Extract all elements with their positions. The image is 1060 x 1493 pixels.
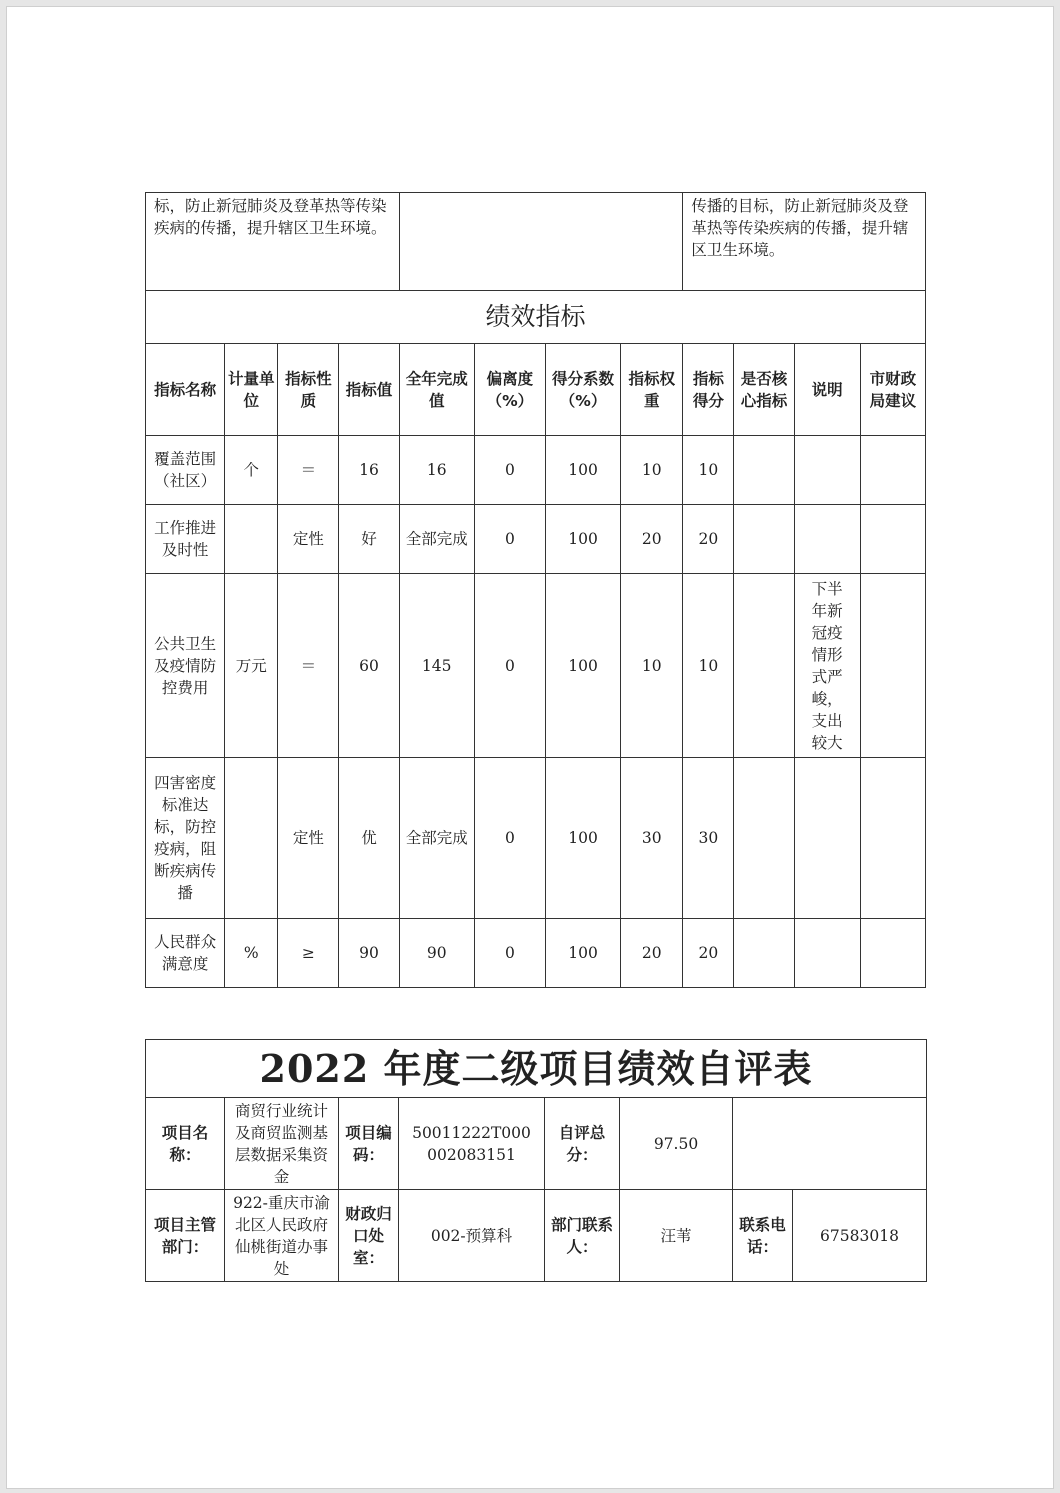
score-coef-cell: 100 bbox=[545, 574, 620, 758]
actual-value-cell: 90 bbox=[399, 919, 474, 988]
score-coef-cell: 100 bbox=[545, 505, 620, 574]
weight-cell: 10 bbox=[621, 574, 683, 758]
deviation-cell: 0 bbox=[474, 574, 545, 758]
target-value-cell: 优 bbox=[339, 758, 399, 919]
deviation-cell: 0 bbox=[474, 919, 545, 988]
actual-value-cell: 全部完成 bbox=[399, 505, 474, 574]
deviation-cell: 0 bbox=[474, 505, 545, 574]
finance-advice-cell bbox=[860, 919, 925, 988]
note-cell bbox=[794, 436, 860, 505]
contact-value: 汪苇 bbox=[620, 1190, 733, 1282]
header-cell: 指标值 bbox=[339, 344, 399, 436]
indicator-name-cell: 工作推进及时性 bbox=[146, 505, 225, 574]
actual-value-cell: 145 bbox=[399, 574, 474, 758]
total-score-value: 97.50 bbox=[620, 1098, 733, 1190]
indicator-name-cell: 公共卫生及疫情防控费用 bbox=[146, 574, 225, 758]
target-value-cell: 90 bbox=[339, 919, 399, 988]
project-code-label: 项目编码： bbox=[339, 1098, 399, 1190]
header-cell: 计量单位 bbox=[225, 344, 278, 436]
core-indicator-cell bbox=[734, 919, 794, 988]
unit-cell bbox=[225, 758, 278, 919]
weight-cell: 10 bbox=[621, 436, 683, 505]
deviation-cell: 0 bbox=[474, 758, 545, 919]
project-code-value: 50011222T000002083151 bbox=[399, 1098, 545, 1190]
table-row bbox=[146, 436, 926, 505]
contact-label: 部门联系人： bbox=[545, 1190, 620, 1282]
finance-advice-cell bbox=[860, 574, 925, 758]
header-cell: 市财政局建议 bbox=[860, 344, 925, 436]
nature-cell: ≥ bbox=[278, 919, 339, 988]
objective-row bbox=[146, 193, 926, 291]
score-cell: 30 bbox=[683, 758, 734, 919]
score-cell: 10 bbox=[683, 574, 734, 758]
note-cell bbox=[794, 758, 860, 919]
finance-office-value: 002-预算科 bbox=[399, 1190, 545, 1282]
target-value-cell: 好 bbox=[339, 505, 399, 574]
nature-cell: 定性 bbox=[278, 758, 339, 919]
performance-table bbox=[145, 192, 926, 988]
unit-cell: 个 bbox=[225, 436, 278, 505]
note-cell: 下半年新冠疫情形式严峻，支出较大 bbox=[794, 574, 860, 758]
finance-advice-cell bbox=[860, 505, 925, 574]
project-info-row bbox=[146, 1098, 927, 1190]
header-cell: 说明 bbox=[794, 344, 860, 436]
objective-middle-cell bbox=[399, 193, 683, 291]
unit-cell bbox=[225, 505, 278, 574]
core-indicator-cell bbox=[734, 758, 794, 919]
self-eval-title: 2022 年度二级项目绩效自评表 bbox=[146, 1040, 927, 1098]
table-row bbox=[146, 919, 926, 988]
table-row bbox=[146, 758, 926, 919]
note-cell bbox=[794, 505, 860, 574]
dept-value: 922-重庆市渝北区人民政府仙桃街道办事处 bbox=[225, 1190, 339, 1282]
self-evaluation-table bbox=[145, 1039, 927, 1282]
project-name-value: 商贸行业统计及商贸监测基层数据采集资金 bbox=[225, 1098, 339, 1190]
objective-left-cell: 标，防止新冠肺炎及登革热等传染疾病的传播，提升辖区卫生环境。 bbox=[146, 193, 400, 291]
department-info-row bbox=[146, 1190, 927, 1282]
header-cell: 是否核心指标 bbox=[734, 344, 794, 436]
header-cell: 全年完成值 bbox=[399, 344, 474, 436]
core-indicator-cell bbox=[734, 505, 794, 574]
weight-cell: 20 bbox=[621, 919, 683, 988]
actual-value-cell: 全部完成 bbox=[399, 758, 474, 919]
weight-cell: 20 bbox=[621, 505, 683, 574]
table-row bbox=[146, 574, 926, 758]
deviation-cell: 0 bbox=[474, 436, 545, 505]
core-indicator-cell bbox=[734, 574, 794, 758]
section-title: 绩效指标 bbox=[146, 291, 926, 344]
dept-label: 项目主管部门： bbox=[146, 1190, 225, 1282]
target-value-cell: 16 bbox=[339, 436, 399, 505]
core-indicator-cell bbox=[734, 436, 794, 505]
project-name-label: 项目名称： bbox=[146, 1098, 225, 1190]
score-coef-cell: 100 bbox=[545, 758, 620, 919]
indicator-name-cell: 四害密度标准达标，防控疫病，阻断疾病传播 bbox=[146, 758, 225, 919]
table-row bbox=[146, 505, 926, 574]
finance-advice-cell bbox=[860, 758, 925, 919]
indicator-name-cell: 覆盖范围（社区） bbox=[146, 436, 225, 505]
total-score-label: 自评总分： bbox=[545, 1098, 620, 1190]
objective-right-cell: 传播的目标，防止新冠肺炎及登革热等传染疾病的传播，提升辖区卫生环境。 bbox=[683, 193, 926, 291]
note-cell bbox=[794, 919, 860, 988]
score-coef-cell: 100 bbox=[545, 919, 620, 988]
phone-value: 67583018 bbox=[793, 1190, 927, 1282]
header-cell: 偏离度（%） bbox=[474, 344, 545, 436]
nature-cell: 定性 bbox=[278, 505, 339, 574]
score-cell: 20 bbox=[683, 919, 734, 988]
header-row bbox=[146, 344, 926, 436]
unit-cell: % bbox=[225, 919, 278, 988]
target-value-cell: 60 bbox=[339, 574, 399, 758]
nature-cell: ＝ bbox=[278, 436, 339, 505]
phone-label: 联系电话： bbox=[733, 1190, 793, 1282]
header-cell: 得分系数（%） bbox=[545, 344, 620, 436]
score-cell: 10 bbox=[683, 436, 734, 505]
score-cell: 20 bbox=[683, 505, 734, 574]
header-cell: 指标权重 bbox=[621, 344, 683, 436]
nature-cell: ＝ bbox=[278, 574, 339, 758]
empty-cell bbox=[733, 1098, 927, 1190]
document-page bbox=[6, 6, 1054, 1489]
header-cell: 指标名称 bbox=[146, 344, 225, 436]
weight-cell: 30 bbox=[621, 758, 683, 919]
score-coef-cell: 100 bbox=[545, 436, 620, 505]
actual-value-cell: 16 bbox=[399, 436, 474, 505]
header-cell: 指标得分 bbox=[683, 344, 734, 436]
finance-office-label: 财政归口处室： bbox=[339, 1190, 399, 1282]
indicator-name-cell: 人民群众满意度 bbox=[146, 919, 225, 988]
unit-cell: 万元 bbox=[225, 574, 278, 758]
finance-advice-cell bbox=[860, 436, 925, 505]
header-cell: 指标性质 bbox=[278, 344, 339, 436]
